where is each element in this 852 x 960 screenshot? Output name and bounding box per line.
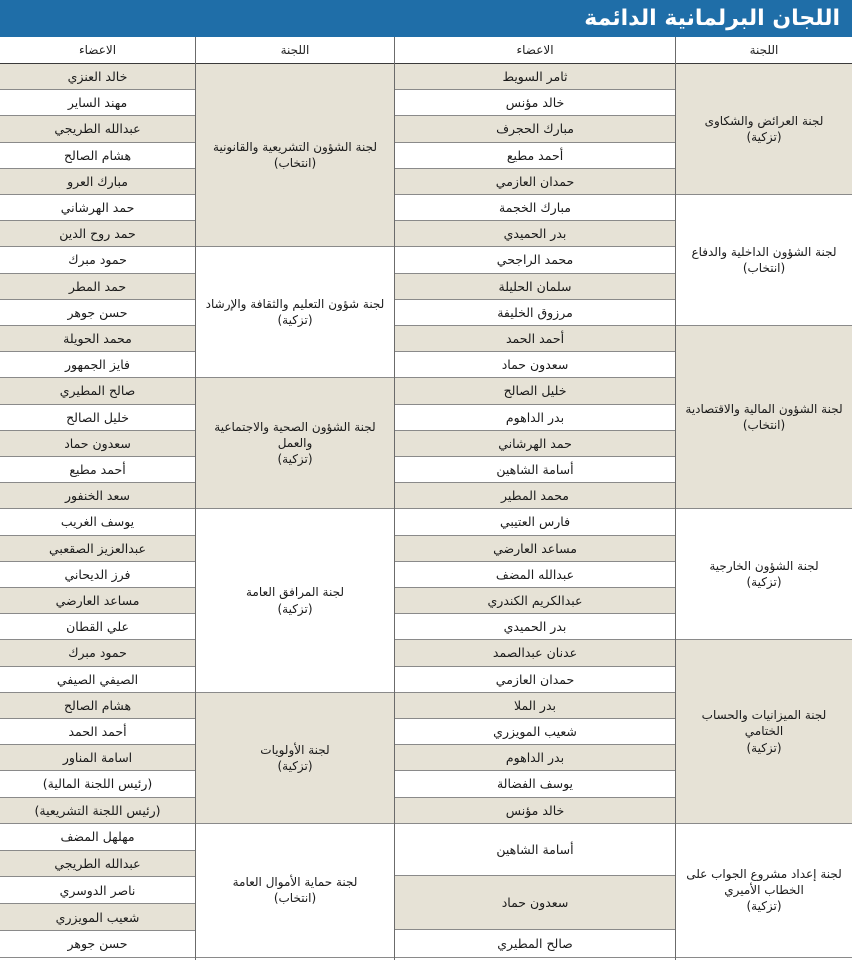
member-name: سعدون حماد <box>395 876 675 930</box>
member-name: عبدالكريم الكندري <box>395 588 675 614</box>
member-name: محمد الراجحي <box>395 247 675 273</box>
member-name: صالح المطيري <box>0 378 195 404</box>
committee-name: لجنة الشؤون الصحية والاجتماعية والعمل <box>214 420 376 451</box>
page-title: اللجان البرلمانية الدائمة <box>0 0 852 37</box>
committee-selection-type: (تزكية) <box>277 758 313 773</box>
committee-name: لجنة حماية الأموال العامة <box>232 875 358 890</box>
member-name: حسن جوهر <box>0 931 195 958</box>
member-name: خالد مؤنس <box>395 90 675 116</box>
member-name: سلمان الحليلة <box>395 274 675 300</box>
header-committee-left: اللجنة <box>196 37 394 64</box>
member-name: خليل الصالح <box>395 378 675 404</box>
committee-selection-type: (تزكية) <box>746 575 782 590</box>
member-name: اسامة المناور <box>0 745 195 771</box>
member-name: حمد المطر <box>0 274 195 300</box>
member-name: مهند الساير <box>0 90 195 116</box>
member-name: الصيفي الصيفي <box>0 667 195 693</box>
member-name: بدر الملا <box>395 693 675 719</box>
member-name: ثامر السويط <box>395 64 675 90</box>
member-name: أسامة الشاهين <box>395 824 675 876</box>
member-name: بدر الحميدي <box>395 614 675 640</box>
committee-cell <box>676 326 852 509</box>
member-name: سعد الخنفور <box>0 483 195 509</box>
committee-selection-type: (انتخاب) <box>273 891 317 906</box>
member-name: بدر الداهوم <box>395 745 675 771</box>
member-name: عبدالله الطريجي <box>0 116 195 142</box>
member-name: يوسف الفضالة <box>395 771 675 797</box>
divider <box>195 37 196 960</box>
header-members-left: الاعضاء <box>0 37 195 64</box>
committee-cell <box>676 824 852 958</box>
committee-cell <box>196 693 394 824</box>
member-name: صالح المطيري <box>395 930 675 958</box>
member-name: حمد روح الدين <box>0 221 195 247</box>
header-committee-right: اللجنة <box>676 37 852 64</box>
member-name: هشام الصالح <box>0 143 195 169</box>
committee-cell <box>196 64 394 247</box>
member-name: سعدون حماد <box>395 352 675 378</box>
member-name: يوسف الغريب <box>0 509 195 535</box>
member-name: عبدالله المضف <box>395 562 675 588</box>
member-name: مساعد العارضي <box>395 536 675 562</box>
committee-cell <box>676 509 852 640</box>
committee-name: لجنة الشؤون الداخلية والدفاع <box>691 244 837 259</box>
committee-selection-type: (تزكية) <box>277 452 313 467</box>
member-name: حمدان العازمي <box>395 667 675 693</box>
committee-selection-type: (تزكية) <box>746 130 782 144</box>
committee-cell <box>196 247 394 378</box>
member-name: بدر الداهوم <box>395 405 675 431</box>
committee-cell <box>196 509 394 692</box>
member-name: حمدان العازمي <box>395 169 675 195</box>
member-name: أسامة الشاهين <box>395 457 675 483</box>
member-name: عبدالله الطريجي <box>0 851 195 878</box>
member-name: حمد الهرشاني <box>0 195 195 221</box>
member-name: أحمد مطيع <box>395 143 675 169</box>
member-name: عبدالعزيز الصقعبي <box>0 536 195 562</box>
member-name: محمد الحويلة <box>0 326 195 352</box>
committee-selection-type: (انتخاب) <box>273 156 317 171</box>
committee-cell <box>196 378 394 509</box>
member-name: فايز الجمهور <box>0 352 195 378</box>
member-name: سعدون حماد <box>0 431 195 457</box>
committee-name: لجنة العرائض والشكاوى <box>704 113 824 128</box>
committee-selection-type: (تزكية) <box>746 899 782 914</box>
member-name: علي القطان <box>0 614 195 640</box>
committee-name: لجنة المرافق العامة <box>246 585 345 600</box>
header-members-right: الاعضاء <box>395 37 675 64</box>
committee-selection-type: (انتخاب) <box>742 261 786 275</box>
member-name: حمد الهرشاني <box>395 431 675 457</box>
member-name: خالد مؤنس <box>395 798 675 824</box>
member-name: (رئيس اللجنة التشريعية) <box>0 798 195 824</box>
member-name: ناصر الدوسري <box>0 877 195 904</box>
member-name: خليل الصالح <box>0 405 195 431</box>
member-name: حمود مبرك <box>0 247 195 273</box>
member-name: مبارك العرو <box>0 169 195 195</box>
divider <box>394 37 395 960</box>
committee-name: لجنة الشؤون الخارجية <box>709 559 819 574</box>
committee-name: لجنة الشؤون التشريعية والقانونية <box>213 140 377 154</box>
member-name: أحمد الحمد <box>0 719 195 745</box>
member-name: أحمد الحمد <box>395 326 675 352</box>
member-name: مبارك الحجرف <box>395 116 675 142</box>
committee-selection-type: (تزكية) <box>746 740 782 755</box>
committee-selection-type: (انتخاب) <box>742 418 786 433</box>
committee-cell <box>676 64 852 195</box>
committee-name: لجنة شؤون التعليم والثقافة والإرشاد <box>205 297 385 312</box>
member-name: مساعد العارضي <box>0 588 195 614</box>
committee-cell <box>676 640 852 823</box>
member-name: أحمد مطيع <box>0 457 195 483</box>
committee-name: لجنة الميزانيات والحساب الختامي <box>701 708 827 739</box>
member-name: هشام الصالح <box>0 693 195 719</box>
member-name: فرز الديحاني <box>0 562 195 588</box>
member-name: محمد المطير <box>395 483 675 509</box>
member-name: فارس العتيبي <box>395 509 675 535</box>
committee-cell <box>196 824 394 958</box>
member-name: مبارك الخجمة <box>395 195 675 221</box>
member-name: مرزوق الخليفة <box>395 300 675 326</box>
member-name: شعيب المويزري <box>0 904 195 931</box>
member-name: شعيب المويزري <box>395 719 675 745</box>
member-name: حمود مبرك <box>0 640 195 666</box>
committee-selection-type: (تزكية) <box>277 601 313 616</box>
member-name: عدنان عبدالصمد <box>395 640 675 666</box>
committee-selection-type: (تزكية) <box>277 313 313 328</box>
member-name: بدر الحميدي <box>395 221 675 247</box>
member-name: حسن جوهر <box>0 300 195 326</box>
committee-name: لجنة الشؤون المالية والاقتصادية <box>685 402 843 416</box>
member-name: خالد العنزي <box>0 64 195 90</box>
member-name: مهلهل المضف <box>0 824 195 851</box>
committee-name: لجنة الأولويات <box>260 742 330 757</box>
committee-name: لجنة إعداد مشروع الجواب على الخطاب الأميري <box>686 867 842 898</box>
divider <box>675 37 676 960</box>
committee-cell <box>676 195 852 326</box>
member-name: (رئيس اللجنة المالية) <box>0 771 195 797</box>
